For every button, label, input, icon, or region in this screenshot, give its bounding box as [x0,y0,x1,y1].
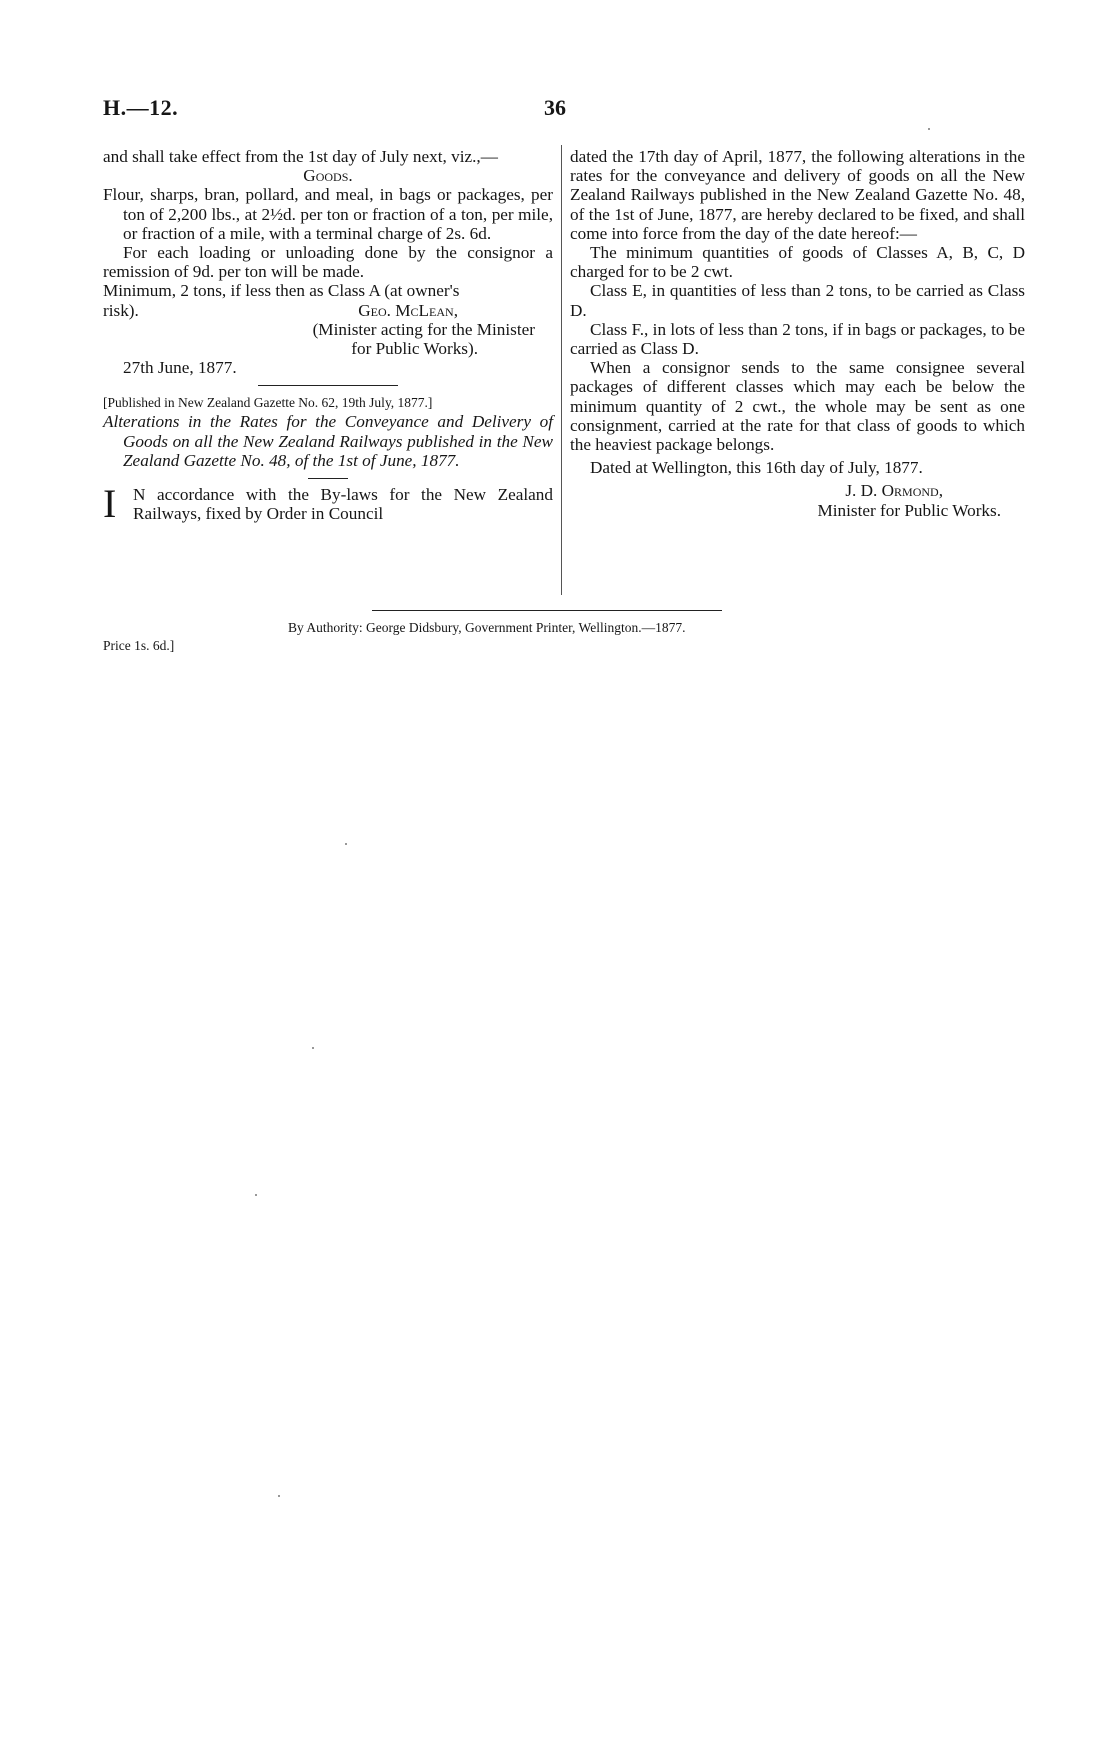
remission-paragraph: For each loading or unloading done by the consignor a remission of 9d. per ton will be made. [103,243,553,282]
flour-rates-paragraph: Flour, sharps, bran, pollard, and meal, in bags or packages, per ton of 2,200 lbs., at 2½d. per ton or fraction of a ton, per mile, or fraction of a mile, with a terminal charge of 2s. 6d. [103,185,553,243]
class-e-paragraph: Class E, in quantities of less than 2 tons, to be carried as Class D. [570,281,1025,320]
page-number: 36 [544,95,566,120]
document-reference: H.—12. [103,95,179,120]
right-column [570,147,1025,520]
signatory-role-1: (Minister acting for the Minister [312,319,535,339]
section-heading: Alterations in the Rates for the Conveyance and Delivery of Goods on all the New Zealand Railways published in the New Zealand Gazette No. 48, of the 1st of June, 1877. [103,412,553,470]
signatory-name-ormond: J. D. Ormond, [845,481,943,501]
classes-abcd-paragraph: The minimum quantities of goods of Classes A, B, C, D charged for to be 2 cwt. [570,243,1025,282]
opening-text: N accordance with the By-laws for the New Zealand Railways, fixed by Order in Council [133,485,553,524]
page-speck [312,1047,314,1049]
signatory-name: Geo. McLean, [358,300,458,320]
class-f-paragraph: Class F., in lots of less than 2 tons, if in bags or packages, to be carried as Class D. [570,319,1025,359]
gazette-note: [Published in New Zealand Gazette No. 62, 19th July, 1877.] [103,395,433,411]
imprint-rule [372,610,722,611]
printer-imprint: By Authority: George Didsbury, Government Printer, Wellington.—1877. [288,620,686,635]
continuation-paragraph: dated the 17th day of April, 1877, the following alterations in the rates for the conveyance and delivery of goods on all the New Zealand Railways published in the New Zealand Gazette No. 48, of the 1st of June, 1877, are hereby declared to be fixed, and shall come into force from the day of the date hereof:— [570,147,1025,243]
page-speck [255,1194,257,1196]
minimum-paragraph: Minimum, 2 tons, if less then as Class A (at owner's [103,281,460,301]
signature-line [103,301,553,320]
page-speck [928,128,930,130]
dated-line: Dated at Wellington, this 16th day of July, 1877. [590,458,923,478]
intro-paragraph: and shall take effect from the 1st day of July next, viz.,— [103,147,498,166]
column-divider [561,145,562,595]
consignment-paragraph: When a consignor sends to the same consignee several packages of different classes which may each be below the minimum quantity of 2 cwt., the whole may be sent as one consignment, carried at the rate for that class of goods to which the heaviest package belongs. [570,358,1025,455]
signatory-role-2: for Public Works). [351,339,478,359]
signatory-role-ormond: Minister for Public Works. [817,500,1001,520]
risk-text: risk). [103,300,139,320]
price-note: Price 1s. 6d.] [103,638,175,653]
signature-date: 27th June, 1877. [123,358,237,378]
drop-capital: I [103,481,117,527]
left-column [103,147,553,527]
section-rule [258,385,398,386]
page-speck [345,843,347,845]
opening-paragraph [103,481,553,527]
page-speck [278,1495,280,1497]
heading-rule [308,478,348,479]
goods-heading: Goods. [303,166,353,186]
